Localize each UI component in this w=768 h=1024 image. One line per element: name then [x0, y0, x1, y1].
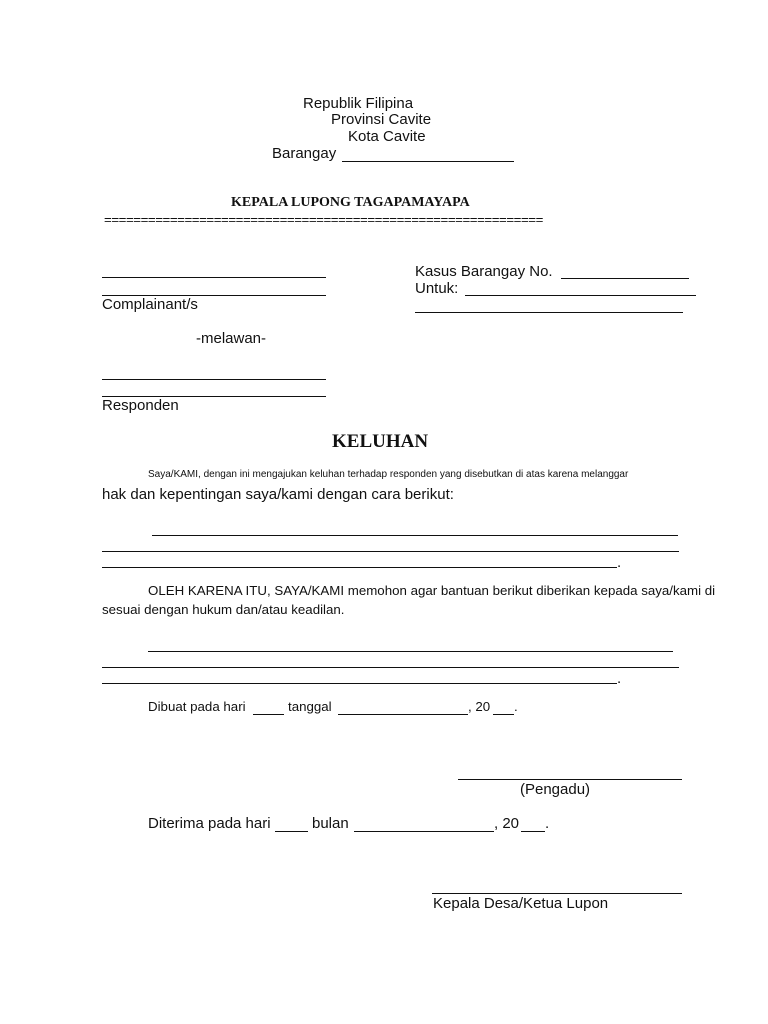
- received-year-prefix: , 20: [494, 815, 520, 832]
- complaint-blank-1[interactable]: [152, 535, 678, 536]
- relief-line-1: OLEH KARENA ITU, SAYA/KAMI memohon agar bantuan berikut diberikan kepada saya/kami di: [148, 583, 716, 598]
- made-day-blank[interactable]: [253, 714, 284, 715]
- complaint-intro: Saya/KAMI, dengan ini mengajukan keluhan terhadap responden yang disebutkan di atas karena melanggar: [148, 469, 629, 480]
- relief-blank-2[interactable]: [102, 667, 679, 668]
- barangay-label: Barangay: [272, 145, 337, 162]
- official-signature-label: Kepala Desa/Ketua Lupon: [433, 895, 609, 912]
- complaint-end-period: .: [617, 554, 622, 571]
- made-date-label: tanggal: [288, 699, 332, 714]
- republic-line: Republik Filipina: [303, 95, 414, 112]
- received-end-period: .: [545, 815, 550, 832]
- respondent-blank-1[interactable]: [102, 379, 326, 380]
- for-blank-1[interactable]: [465, 295, 696, 296]
- complaint-blank-3[interactable]: [102, 567, 617, 568]
- relief-blank-3[interactable]: [102, 683, 617, 684]
- relief-blank-1[interactable]: [148, 651, 673, 652]
- barangay-blank[interactable]: [342, 161, 514, 162]
- made-year-blank[interactable]: [493, 714, 514, 715]
- relief-end-period: .: [617, 670, 622, 687]
- province-line: Provinsi Cavite: [331, 111, 432, 128]
- complaint-blank-2[interactable]: [102, 551, 679, 552]
- received-year-blank[interactable]: [521, 831, 545, 832]
- complaint-intro-continued: hak dan kepentingan saya/kami dengan cara berikut:: [102, 486, 454, 503]
- made-year-prefix: , 20: [468, 699, 491, 714]
- for-label: Untuk:: [415, 280, 459, 297]
- respondent-label: Responden: [102, 397, 179, 414]
- complainant-label: Complainant/s: [102, 296, 198, 313]
- received-day-blank[interactable]: [275, 831, 308, 832]
- versus-label: -melawan-: [196, 330, 267, 347]
- complainant-signature-line[interactable]: [458, 779, 682, 780]
- relief-line-2: sesuai dengan hukum dan/atau keadilan.: [102, 602, 345, 617]
- complainant-blank-1[interactable]: [102, 277, 326, 278]
- case-no-blank[interactable]: [561, 278, 689, 279]
- office-title: KEPALA LUPONG TAGAPAMAYAPA: [231, 195, 470, 210]
- city-line: Kota Cavite: [348, 128, 426, 145]
- made-end-period: .: [514, 699, 518, 714]
- made-label: Dibuat pada hari: [148, 699, 246, 714]
- received-month-blank[interactable]: [354, 831, 494, 832]
- case-no-label: Kasus Barangay No.: [415, 263, 553, 280]
- for-blank-2[interactable]: [415, 312, 683, 313]
- complainant-signature-label: (Pengadu): [520, 781, 591, 798]
- document-title: KELUHAN: [332, 431, 429, 452]
- made-date-blank[interactable]: [338, 714, 468, 715]
- title-rule: ============================================================: [104, 212, 543, 227]
- received-label: Diterima pada hari: [148, 815, 271, 832]
- official-signature-line[interactable]: [432, 893, 682, 894]
- received-month-label: bulan: [312, 815, 349, 832]
